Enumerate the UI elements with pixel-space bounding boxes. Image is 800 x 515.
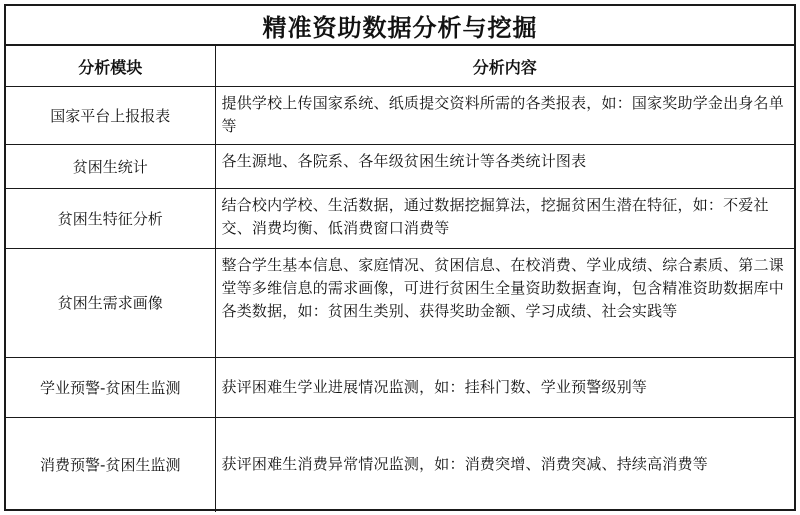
analysis-table-container [4,4,796,511]
row-module-cell: 贫困生需求画像 [6,249,215,358]
row-content-cell: 获评困难生学业进展情况监测，如：挂科门数、学业预警级别等 [215,358,794,418]
table-row [6,418,794,512]
header-module: 分析模块 [6,46,215,87]
row-module-cell: 贫困生特征分析 [6,189,215,249]
table-title: 精准资助数据分析与挖掘 [6,6,794,46]
table-row [6,249,794,358]
table-row [6,145,794,189]
row-module-cell: 学业预警-贫困生监测 [6,358,215,418]
table-row [6,358,794,418]
row-module-cell: 贫困生统计 [6,145,215,189]
row-content-cell: 各生源地、各院系、各年级贫困生统计等各类统计图表 [215,145,794,189]
row-content-cell: 整合学生基本信息、家庭情况、贫困信息、在校消费、学业成绩、综合素质、第二课堂等多维信息的需求画像，可进行贫困生全量资助数据查询，包含精准资助数据库中各类数据，如：贫困生类别、获得奖助金额、学习成绩、社会实践等 [215,249,794,358]
row-content-cell: 获评困难生消费异常情况监测，如：消费突增、消费突减、持续高消费等 [215,418,794,512]
row-module-cell: 消费预警-贫困生监测 [6,418,215,512]
table-row [6,87,794,145]
row-content-cell: 结合校内学校、生活数据，通过数据挖掘算法，挖掘贫困生潜在特征，如：不爱社交、消费均衡、低消费窗口消费等 [215,189,794,249]
row-content-cell: 提供学校上传国家系统、纸质提交资料所需的各类报表，如：国家奖助学金出身名单等 [215,87,794,145]
header-row [6,46,794,87]
analysis-table [6,46,794,512]
header-content: 分析内容 [215,46,794,87]
row-module-cell: 国家平台上报报表 [6,87,215,145]
table-row [6,189,794,249]
